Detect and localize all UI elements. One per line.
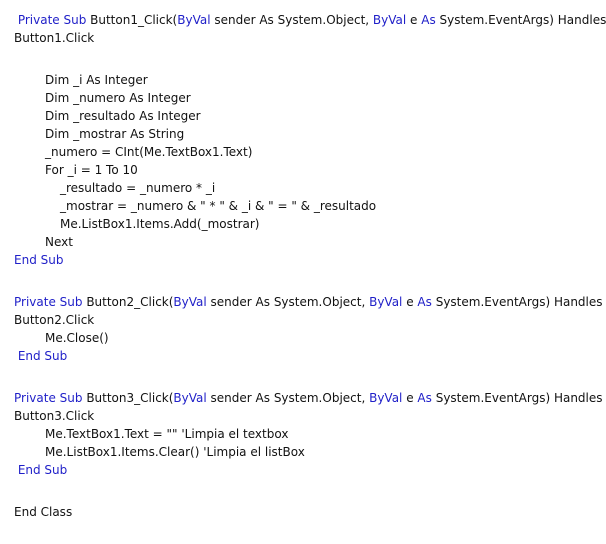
code-line-sub-button1-signature bbox=[14, 11, 606, 29]
code-line-listbox-clear bbox=[45, 443, 305, 461]
code-line-end-sub-2 bbox=[14, 347, 67, 365]
code-text: _numero = CInt(Me.TextBox1.Text) bbox=[45, 145, 253, 159]
code-line-assign-numero bbox=[45, 143, 252, 161]
code-line-button3-click bbox=[14, 407, 94, 425]
code-keyword: End Sub bbox=[14, 253, 64, 267]
code-text: Next bbox=[45, 235, 73, 249]
code-text: Dim _resultado As Integer bbox=[45, 109, 201, 123]
code-text: Me.Close() bbox=[45, 331, 109, 345]
code-keyword: As bbox=[417, 295, 432, 309]
code-text: Button1_Click( bbox=[90, 13, 178, 27]
code-keyword: ByVal bbox=[372, 13, 407, 27]
code-text: sender As System.Object, bbox=[206, 391, 370, 405]
code-keyword: Private Sub bbox=[14, 391, 87, 405]
code-keyword: ByVal bbox=[173, 295, 207, 309]
code-line-button1-click bbox=[14, 29, 94, 47]
code-line-for-loop bbox=[45, 161, 138, 179]
code-text: System.EventArgs) Handles bbox=[431, 391, 603, 405]
code-text: _resultado = _numero * _i bbox=[60, 181, 216, 195]
code-line-dim-i bbox=[45, 71, 148, 89]
code-text: Me.TextBox1.Text = "" 'Limpia el textbox bbox=[45, 427, 289, 441]
code-keyword: ByVal bbox=[177, 13, 211, 27]
code-keyword: End Sub bbox=[14, 463, 68, 477]
code-text: e bbox=[402, 295, 418, 309]
code-keyword: ByVal bbox=[369, 295, 403, 309]
code-line-dim-numero bbox=[45, 89, 191, 107]
code-line-sub-button3-signature bbox=[14, 389, 603, 407]
code-line-next bbox=[45, 233, 73, 251]
code-text: Dim _i As Integer bbox=[45, 73, 148, 87]
code-text: System.EventArgs) Handles bbox=[435, 13, 606, 27]
code-text: System.EventArgs) Handles bbox=[431, 295, 603, 309]
code-keyword: Private Sub bbox=[14, 295, 87, 309]
code-line-listbox-add bbox=[60, 215, 259, 233]
code-text: Button3.Click bbox=[14, 409, 95, 423]
code-text: Me.ListBox1.Items.Add(_mostrar) bbox=[60, 217, 260, 231]
code-line-textbox-clear bbox=[45, 425, 288, 443]
code-keyword: As bbox=[417, 391, 432, 405]
code-keyword: ByVal bbox=[173, 391, 207, 405]
code-text: Dim _numero As Integer bbox=[45, 91, 191, 105]
code-line-assign-resultado bbox=[60, 179, 215, 197]
code-text: Dim _mostrar As String bbox=[45, 127, 185, 141]
code-text: e bbox=[406, 13, 422, 27]
code-line-sub-button2-signature bbox=[14, 293, 603, 311]
code-line-end-sub-1 bbox=[14, 251, 63, 269]
code-line-end-sub-3 bbox=[14, 461, 67, 479]
code-line-me-close bbox=[45, 329, 109, 347]
code-text: End Class bbox=[14, 505, 73, 519]
code-text: _mostrar = _numero & " * " & _i & " = " & _resultado bbox=[60, 199, 377, 213]
code-text: Button1.Click bbox=[14, 31, 95, 45]
code-text: Me.ListBox1.Items.Clear() 'Limpia el listBox bbox=[45, 445, 305, 459]
code-line-dim-resultado bbox=[45, 107, 201, 125]
code-keyword: As bbox=[421, 13, 436, 27]
code-line-button2-click bbox=[14, 311, 94, 329]
code-keyword: End Sub bbox=[14, 349, 68, 363]
code-line-assign-mostrar bbox=[60, 197, 376, 215]
code-text: e bbox=[402, 391, 418, 405]
code-text: Button2_Click( bbox=[86, 295, 174, 309]
code-text: Button2.Click bbox=[14, 313, 95, 327]
code-line-dim-mostrar bbox=[45, 125, 184, 143]
code-text: sender As System.Object, bbox=[210, 13, 373, 27]
code-text: For _i = 1 To 10 bbox=[45, 163, 138, 177]
code-text: sender As System.Object, bbox=[206, 295, 370, 309]
code-keyword: Private Sub bbox=[14, 13, 91, 27]
code-keyword: ByVal bbox=[369, 391, 403, 405]
code-line-end-class bbox=[14, 503, 72, 521]
code-text: Button3_Click( bbox=[86, 391, 174, 405]
